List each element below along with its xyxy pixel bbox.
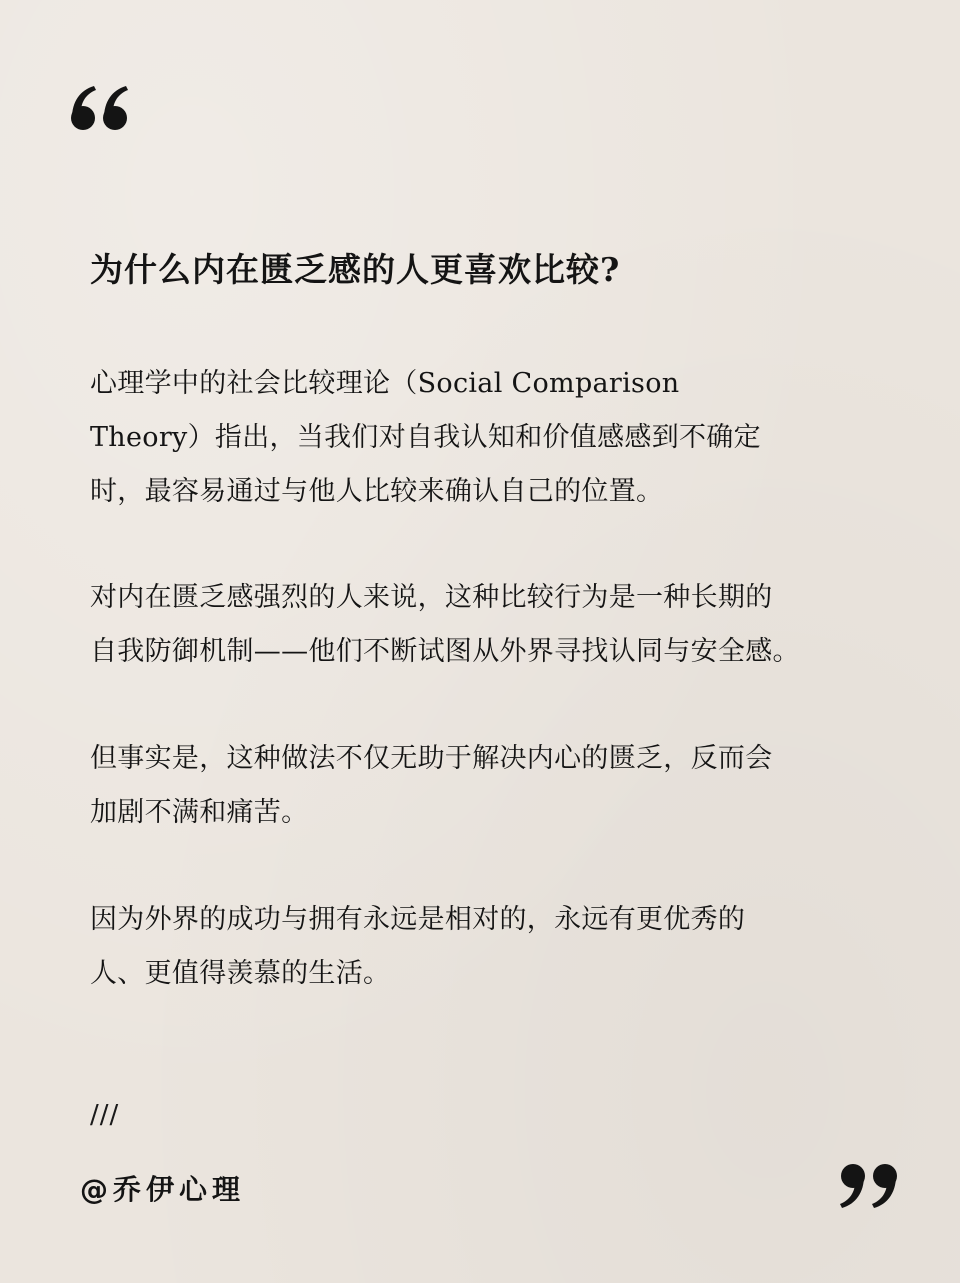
paragraph-line: 自我防御机制——他们不断试图从外界寻找认同与安全感。 xyxy=(90,636,800,667)
section-divider: /// xyxy=(90,1100,120,1130)
paragraph-line: 但事实是，这种做法不仅无助于解决内心的匮乏，反而会 xyxy=(90,743,773,774)
article-title: 为什么内在匮乏感的人更喜欢比较? xyxy=(90,250,621,289)
paragraph-consequence xyxy=(90,732,773,840)
paragraph-defense-mechanism xyxy=(90,571,800,679)
paragraph-social-comparison xyxy=(90,357,761,519)
paragraph-line: 加剧不满和痛苦。 xyxy=(90,797,309,828)
paragraph-relativity xyxy=(90,893,745,1001)
paragraph-line: 对内在匮乏感强烈的人来说，这种比较行为是一种长期的 xyxy=(90,582,773,613)
paragraph-line: 人、更值得羡慕的生活。 xyxy=(90,958,391,989)
closing-quote-icon xyxy=(836,1162,900,1210)
paragraph-line: 心理学中的社会比较理论（Social Comparison xyxy=(90,368,680,399)
author-signature: @乔伊心理 xyxy=(80,1173,246,1206)
opening-quote-icon xyxy=(68,84,132,132)
paragraph-line: Theory）指出，当我们对自我认知和价值感感到不确定 xyxy=(90,422,761,453)
paragraph-line: 时，最容易通过与他人比较来确认自己的位置。 xyxy=(90,476,664,507)
paragraph-line: 因为外界的成功与拥有永远是相对的，永远有更优秀的 xyxy=(90,904,746,935)
